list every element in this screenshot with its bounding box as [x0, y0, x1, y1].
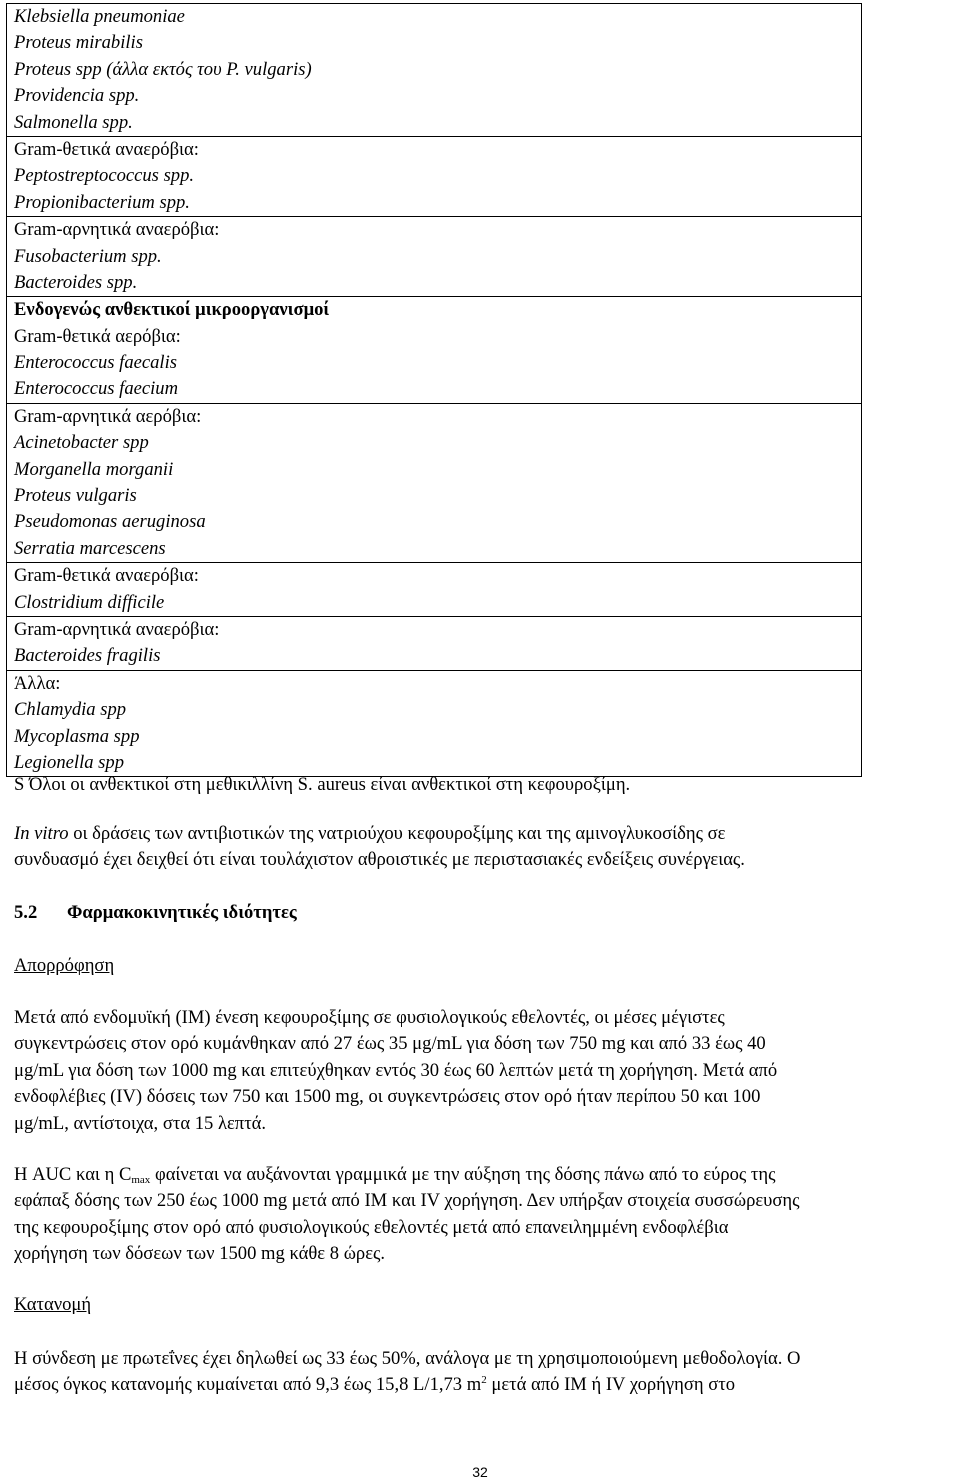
paragraph-line: εφάπαξ δόσης των 250 έως 1000 mg μετά από IM και IV χορήγηση. Δεν υπήρξαν στοιχεία συσσώρευσης: [14, 1190, 800, 1212]
category-label: Gram-θετικά αναερόβια:: [14, 138, 199, 160]
organism-name: Providencia spp.: [14, 85, 140, 107]
organism-name: Peptostreptococcus spp.: [14, 165, 195, 187]
section-number: 5.2: [14, 902, 38, 923]
auc-paragraph: [14, 1162, 944, 1268]
organism-name: Salmonella spp.: [14, 111, 133, 133]
paragraph-text: μετά από IM ή IV χορήγηση στο: [486, 1374, 736, 1396]
organism-name: Proteus spp (άλλα εκτός του P. vulgaris): [14, 58, 312, 80]
table-section: [7, 4, 861, 136]
paragraph-line: χορήγηση των δόσεων των 1500 mg κάθε 8 ώρες.: [14, 1243, 386, 1265]
category-label: Gram-θετικά αναερόβια:: [14, 565, 199, 587]
group-heading: Ενδογενώς ανθεκτικοί μικροοργανισμοί: [14, 299, 330, 321]
paragraph-line: μg/mL για δόση των 1000 mg και επιτεύχθηκαν εντός 30 έως 60 λεπτών μετά τη χορήγηση. Μετά από: [14, 1059, 778, 1081]
absorption-heading: Απορρόφηση: [14, 955, 115, 976]
organism-name: Bacteroides fragilis: [14, 645, 161, 667]
organism-name: Propionibacterium spp.: [14, 191, 190, 213]
page-number: 32: [472, 1464, 488, 1480]
table-section: [7, 670, 861, 777]
category-label: Gram-αρνητικά αναερόβια:: [14, 618, 220, 640]
table-section: [7, 562, 861, 616]
distribution-heading: Κατανομή: [14, 1294, 92, 1315]
category-label: Gram-θετικά αερόβια:: [14, 325, 181, 347]
paragraph-line: ενδοφλέβιες (IV) δόσεις των 750 και 1500 mg, οι συγκεντρώσεις στον ορό ήταν περίπου 50 και 100: [14, 1086, 761, 1108]
organism-name: Enterococcus faecalis: [14, 352, 177, 374]
organism-name: Fusobacterium spp.: [14, 245, 162, 267]
table-section: [7, 616, 861, 670]
absorption-paragraph: [14, 1005, 944, 1137]
section-heading: [14, 900, 297, 926]
paragraph-text: φαίνεται να αυξάνονται γραμμικά με την αύξηση της δόσης πάνω από το εύρος της: [150, 1164, 776, 1185]
organism-name: Clostridium difficile: [14, 591, 165, 613]
paragraph-text: μέσος όγκος κατανομής κυμαίνεται από 9,3 έως 15,8 L/1,73 m: [14, 1374, 482, 1396]
organism-name: Morganella morganii: [14, 458, 174, 480]
organism-name: Proteus mirabilis: [14, 32, 143, 54]
organism-name: Acinetobacter spp: [14, 432, 149, 454]
category-label: Gram-αρνητικά αερόβια:: [14, 405, 202, 427]
table-section: [7, 136, 861, 216]
invitro-text: οι δράσεις των αντιβιοτικών της νατριούχου κεφουροξίμης και της αμινογλυκοσίδης σε: [68, 823, 726, 844]
organism-name: Pseudomonas aeruginosa: [14, 511, 206, 533]
section-title: Φαρμακοκινητικές ιδιότητες: [67, 902, 297, 923]
organism-table: [6, 3, 862, 777]
table-section: [7, 403, 861, 562]
category-label: Gram-αρνητικά αναερόβια:: [14, 219, 220, 241]
table-section: [7, 296, 861, 403]
category-label: Άλλα:: [14, 672, 61, 694]
paragraph-line: συγκεντρώσεις στον ορό κυμάνθηκαν από 27 έως 35 μg/mL για δόση των 750 mg και από 33 έως 40: [14, 1033, 766, 1055]
invitro-paragraph: [14, 821, 944, 874]
invitro-italic: In vitro: [14, 823, 69, 844]
paragraph-line: της κεφουροξίμης στον ορό από φυσιολογικούς εθελοντές μετά από επανειλημμένη ενδοφλέβια: [14, 1216, 729, 1238]
paragraph-line: Μετά από ενδομυϊκή (IM) ένεση κεφουροξίμης σε φυσιολογικούς εθελοντές, οι μέσες μέγιστες: [14, 1007, 725, 1028]
organism-name: Bacteroides spp.: [14, 271, 138, 293]
organism-name: Enterococcus faecium: [14, 378, 179, 400]
paragraph-line: Η σύνδεση με πρωτεΐνες έχει δηλωθεί ως 33 έως 50%, ανάλογα με τη χρησιμοποιούμενη μεθοδολογία. Ο: [14, 1348, 801, 1369]
organism-name: Serratia marcescens: [14, 537, 166, 559]
subscript: max: [131, 1174, 151, 1186]
distribution-paragraph: [14, 1346, 944, 1399]
table-section: [7, 216, 861, 296]
organism-name: Legionella spp: [14, 751, 125, 773]
paragraph-text: Η AUC και η C: [14, 1164, 132, 1185]
organism-name: Chlamydia spp: [14, 699, 127, 721]
paragraph-line: μg/mL, αντίστοιχα, στα 15 λεπτά.: [14, 1112, 267, 1134]
invitro-text: συνδυασμό έχει δειχθεί ότι είναι τουλάχιστον αθροιστικές με περιστασιακές ενδείξεις συνέργειας.: [14, 849, 745, 871]
organism-name: Proteus vulgaris: [14, 485, 137, 507]
organism-name: Mycoplasma spp: [14, 725, 140, 747]
table-footnote: S Όλοι οι ανθεκτικοί στη μεθικιλλίνη S. aureus είναι ανθεκτικοί στη κεφουροξίμη.: [14, 774, 631, 795]
organism-name: Klebsiella pneumoniae: [14, 6, 185, 27]
superscript: 2: [481, 1374, 487, 1387]
